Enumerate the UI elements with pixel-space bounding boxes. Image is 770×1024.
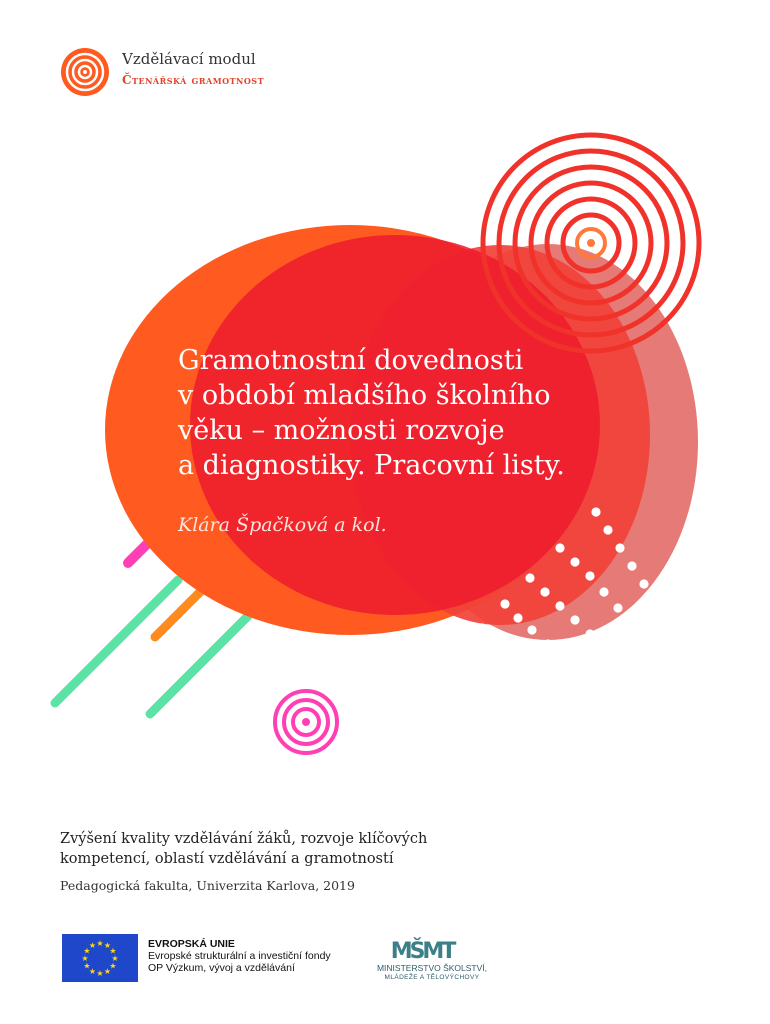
dot bbox=[527, 625, 536, 634]
dot bbox=[477, 623, 486, 632]
eu-star-icon: ★ bbox=[88, 967, 97, 976]
project-line: Zvýšení kvality vzdělávání žáků, rozvoje klíčových bbox=[60, 831, 428, 847]
msmt-line-2: MLÁDEŽE A TĚLOVÝCHOVY bbox=[384, 974, 480, 981]
dot bbox=[570, 557, 579, 566]
eu-star-icon: ★ bbox=[109, 946, 117, 956]
dot bbox=[627, 561, 636, 570]
eu-logo-text bbox=[148, 938, 331, 974]
series-name: Čtenářská gramotnost bbox=[122, 73, 265, 87]
dot bbox=[555, 601, 564, 610]
concentric-target-pink bbox=[275, 691, 337, 753]
eu-line-1: EVROPSKÁ UNIE bbox=[148, 938, 235, 950]
eu-flag-icon bbox=[62, 934, 138, 982]
dot bbox=[543, 639, 552, 648]
msmt-logo-icon bbox=[390, 928, 454, 966]
authors: Klára Špačková a kol. bbox=[178, 514, 387, 536]
concentric-target-large bbox=[483, 135, 699, 351]
dot bbox=[599, 587, 608, 596]
dot bbox=[613, 603, 622, 612]
module-label: Vzdělávací modul bbox=[122, 50, 256, 68]
msmt-line-1: MINISTERSTVO ŠKOLSTVÍ, bbox=[376, 963, 488, 973]
eu-star-icon: ★ bbox=[83, 961, 91, 971]
publisher: Pedagogická fakulta, Univerzita Karlova, 2019 bbox=[60, 878, 355, 893]
msmt-logo-text bbox=[372, 963, 492, 983]
dot bbox=[585, 571, 594, 580]
dot bbox=[517, 657, 526, 666]
msmt-mark: MŠMT bbox=[390, 939, 454, 964]
project-name bbox=[60, 829, 520, 869]
dot bbox=[540, 587, 549, 596]
dot bbox=[525, 573, 534, 582]
eu-star-icon: ★ bbox=[109, 961, 117, 971]
title-line: věku – možnosti rozvoje bbox=[178, 415, 505, 446]
title-line: v období mladšího školního bbox=[178, 380, 551, 411]
dot bbox=[533, 667, 542, 676]
dot bbox=[503, 647, 512, 656]
title-line: a diagnostiky. Pracovní listy. bbox=[178, 450, 565, 481]
title-line: Gramotnostní dovednosti bbox=[178, 345, 524, 376]
eu-line-2: Evropské strukturální a investiční fondy bbox=[148, 950, 331, 962]
dot bbox=[555, 543, 564, 552]
project-line: kompetencí, oblastí vzdělávání a gramotností bbox=[60, 851, 394, 867]
eu-star-icon: ★ bbox=[96, 969, 104, 978]
dot bbox=[603, 525, 612, 534]
eu-star-icon: ★ bbox=[88, 941, 97, 950]
cover-title bbox=[178, 343, 648, 483]
dot bbox=[615, 543, 624, 552]
eu-line-3: OP Výzkum, vývoj a vzdělávání bbox=[148, 962, 295, 974]
dot bbox=[500, 599, 509, 608]
dot bbox=[585, 629, 594, 638]
eu-star-icon: ★ bbox=[103, 967, 112, 976]
dot bbox=[558, 651, 567, 660]
dot bbox=[639, 579, 648, 588]
dot bbox=[513, 613, 522, 622]
eu-star-icon: ★ bbox=[111, 954, 119, 963]
module-logo-icon bbox=[61, 48, 109, 96]
eu-star-icon: ★ bbox=[83, 946, 91, 956]
dot bbox=[490, 635, 499, 644]
dot bbox=[570, 615, 579, 624]
eu-star-icon: ★ bbox=[103, 941, 112, 950]
eu-star-icon: ★ bbox=[81, 954, 89, 963]
eu-star-icon: ★ bbox=[96, 939, 104, 948]
dot bbox=[591, 507, 600, 516]
